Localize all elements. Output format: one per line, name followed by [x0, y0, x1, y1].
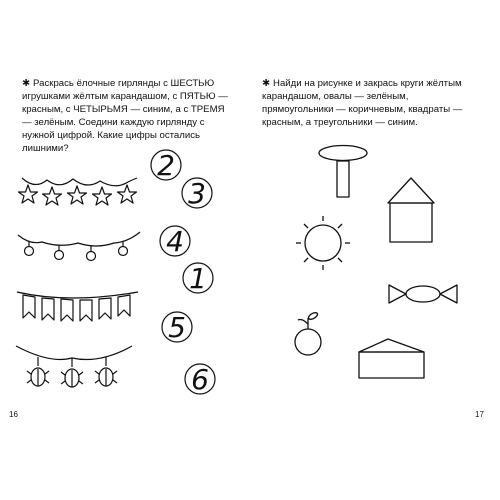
- star-icon: [43, 187, 62, 205]
- digit-label: 6: [191, 363, 209, 396]
- apple-icon[interactable]: [295, 311, 321, 355]
- mushroom-icon[interactable]: [319, 146, 367, 198]
- star-icon: [118, 185, 137, 203]
- left-task-text: Раскрась ёлочные гирлянды с ШЕСТЬЮ игрушками жёлтым карандашом, с ПЯТЬЮ — красным, с ЧЕТЫРЬМЯ — синим, а с ТРЕМЯ — зелёным. Соедини каждую гирлянду с нужной цифрой. Какие цифры остались лишними?: [22, 78, 228, 154]
- flag-icon: [23, 295, 35, 318]
- flag-icon: [42, 298, 54, 320]
- right-task-text: Найди на рисунке и закрась круги жёлтым карандашом, овалы — зелёным, прямоугольники — коричневым, квадраты — красным, а треугольники — синим.: [262, 78, 463, 128]
- star-icon: [19, 185, 38, 203]
- flag-icon: [61, 299, 73, 321]
- ball-icon: [25, 247, 34, 256]
- house-icon[interactable]: [388, 178, 434, 242]
- garland-bugs[interactable]: [16, 346, 132, 387]
- garland-balls[interactable]: [18, 232, 140, 261]
- flag-icon: [80, 300, 92, 321]
- digit-label: 5: [168, 311, 186, 344]
- star-icon: [68, 186, 87, 204]
- digit-label: 3: [188, 177, 206, 210]
- ball-icon: [87, 252, 96, 261]
- flag-icon: [118, 295, 130, 316]
- digit-label: 1: [189, 262, 207, 295]
- right-illustration: [250, 0, 500, 500]
- cake-slice-icon[interactable]: [359, 339, 424, 378]
- digit-label: 4: [166, 225, 184, 258]
- digit-label: 2: [157, 149, 175, 182]
- task-marker-icon: ✱: [22, 78, 31, 89]
- bug-icon: [95, 368, 117, 386]
- bug-icon: [27, 368, 49, 386]
- bug-icon: [61, 369, 83, 387]
- candy-icon[interactable]: [389, 285, 457, 303]
- right-page: [250, 0, 500, 500]
- page-number: 17: [475, 410, 484, 419]
- garland-flags[interactable]: [17, 292, 138, 321]
- flag-icon: [99, 298, 111, 319]
- ball-icon: [55, 251, 64, 260]
- garland-stars[interactable]: [19, 178, 138, 205]
- sun-icon[interactable]: [296, 216, 350, 270]
- task-marker-icon: ✱: [262, 78, 271, 89]
- page-number: 16: [9, 410, 18, 419]
- ball-icon: [119, 247, 128, 256]
- star-icon: [93, 187, 112, 205]
